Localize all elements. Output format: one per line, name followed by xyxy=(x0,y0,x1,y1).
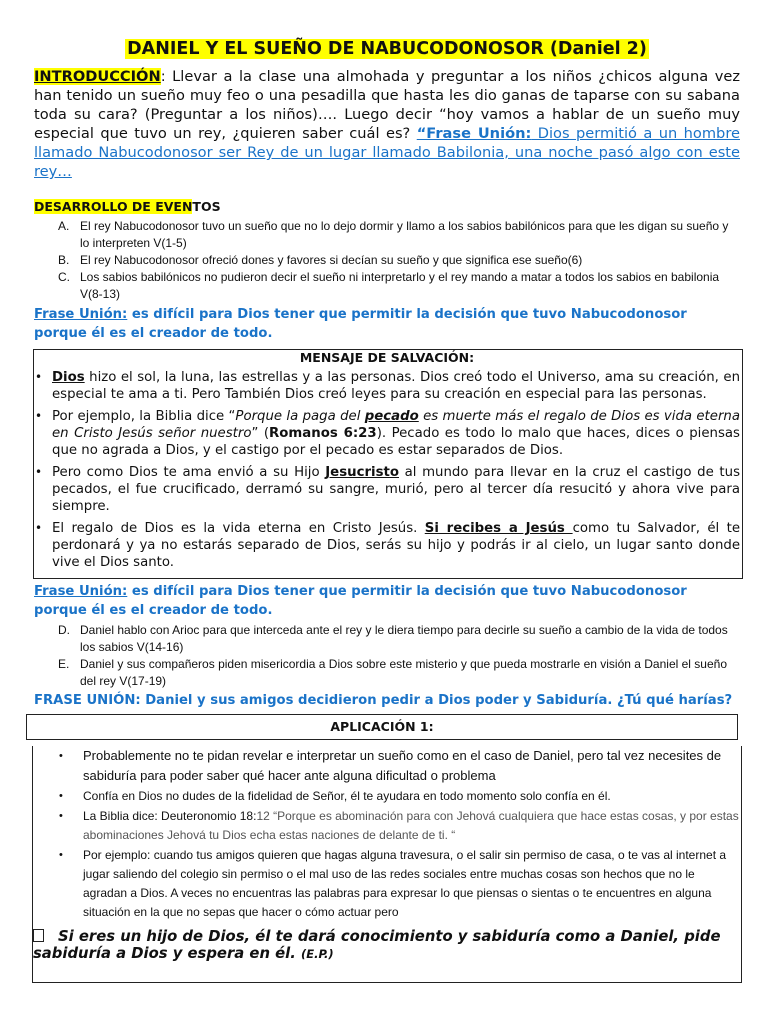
bullet-icon: • xyxy=(35,370,43,384)
salvation-text-2c: ). Pecado es todo lo malo que haces, dices o piensas que no agrada a Dios, y el castigo por el pecado es estar separados de Dios. xyxy=(52,426,740,458)
salvation-text-3a: Pero como Dios te ama envió a su Hijo xyxy=(52,465,326,480)
jesucristo-word: Jesucristo xyxy=(325,465,399,480)
closing-text: Si eres un hijo de Dios, él te dará conocimiento y sabiduría como a Daniel, pide sabiduría a Dios y espera en él. xyxy=(33,928,721,962)
item-marker: E. xyxy=(58,657,70,671)
application-text-2: Confía en Dios no dudes de la fidelidad de Señor, él te ayudara en todo momento solo confía en él. xyxy=(83,789,611,803)
salvation-text-3b: al mundo para llevar en la cruz el castigo de tus pecados, el fue crucificado, derramó su sangre, murió, pero al tercer día resucitó y ahora vive para siempre. xyxy=(52,465,740,514)
intro-frase-label: “Frase Unión: xyxy=(416,125,532,142)
verse-reference: Romanos 6:23 xyxy=(269,426,377,441)
application-title: APLICACIÓN 1: xyxy=(330,719,434,734)
bullet-icon: • xyxy=(35,465,43,479)
desarrollo-heading-hl: DESARROLLO DE EVEN xyxy=(34,199,193,214)
item-marker: A. xyxy=(58,219,70,233)
list-item xyxy=(58,218,740,252)
frase-union-2-label: Frase Unión: xyxy=(34,584,128,599)
bullet-icon: • xyxy=(59,810,63,822)
document-title xyxy=(34,38,740,60)
bullet-icon: • xyxy=(59,750,63,762)
salvation-text-4b: como tu Salvador, él te perdonará y ya no estarás separado de Dios, serás su hijo y podrás ir al cielo, un lugar santo donde vive el Dios santo. xyxy=(52,521,740,570)
application-text-3a: La Biblia dice: Deuteronomio 18: xyxy=(83,809,257,823)
frase-union-1 xyxy=(34,305,740,343)
checkbox-square-icon xyxy=(33,929,44,942)
item-text: Los sabios babilónicos no pudieron decir el sueño ni interpretarlo y el rey mando a matar a todos los sabios en babilonia V(8-13) xyxy=(80,270,720,301)
salvation-paragraph-3 xyxy=(34,464,740,515)
item-text: El rey Nabucodonosor ofreció dones y favores si decían su sueño y que significa ese sueño(6) xyxy=(80,253,583,267)
list-item xyxy=(58,269,740,303)
intro-text: Llevar a la clase una almohada y preguntar a los niños ¿chicos alguna vez han tenido un sueño muy feo o una pesadilla que hasta les dio ganas de taparse con su sabana toda su cara? (Preguntar a los niños)…. Luego decir “hoy vamos a hablar de un sueño muy especial que tuvo un rey, ¿quieren saber cuál es? xyxy=(34,68,740,142)
item-text: El rey Nabucodonosor tuvo un sueño que no lo dejo dormir y llamo a los sabios babilónicos para que les digan su sueño y lo interpreten V(1-5) xyxy=(80,219,729,250)
desarrollo-heading xyxy=(34,198,740,215)
list-item xyxy=(59,746,741,786)
pecado-word: pecado xyxy=(364,409,419,424)
salvation-text-4a: El regalo de Dios es la vida eterna en Cristo Jesús. xyxy=(52,521,425,536)
si-recibes-phrase: Si recibes a Jesús xyxy=(424,521,573,536)
events-list-2 xyxy=(34,622,740,690)
bullet-icon: • xyxy=(35,409,43,423)
salvation-text-1: hizo el sol, la luna, las estrellas y a las personas. Dios creó todo el Universo, ama su creación, en especial te ama a ti. Pero También Dios creó leyes para su creación en especial para las personas. xyxy=(52,370,740,402)
closing-signature: (E.P.) xyxy=(301,947,334,961)
item-marker: D. xyxy=(58,623,70,637)
application-text-1: Probablemente no te pidan revelar e interpretar un sueño como en el caso de Daniel, pero tal vez necesites de sabiduría para poder saber qué hacer ante alguna dificultad o problema xyxy=(83,748,722,783)
salvation-message-title: MENSAJE DE SALVACIÓN: xyxy=(299,350,475,365)
item-marker: C. xyxy=(58,270,70,284)
deuteronomio-verse: 12 “Porque es abominación para con Jehová cualquiera que hace estas cosas, y por estas abominaciones Jehová tu Dios echa estas naciones de delante de ti. “ xyxy=(83,809,739,842)
title-text: DANIEL Y EL SUEÑO DE NABUCODONOSOR (Daniel 2) xyxy=(127,39,647,59)
list-item xyxy=(58,252,740,269)
application-title-box xyxy=(26,714,738,740)
introduction-paragraph xyxy=(34,67,740,181)
verse-text-b: es muerte más el regalo de Dios es vida eterna en Cristo Jesús señor nuestro xyxy=(52,409,740,441)
desarrollo-heading-rest: TOS xyxy=(192,199,221,214)
intro-sep: : xyxy=(160,68,173,85)
list-item xyxy=(59,807,741,845)
list-item xyxy=(58,622,740,656)
bullet-icon: • xyxy=(59,790,63,802)
events-list-1 xyxy=(34,218,740,303)
salvation-paragraph-2 xyxy=(34,408,740,459)
list-item xyxy=(59,787,741,806)
salvation-paragraph-1 xyxy=(34,369,740,403)
frase-union-2 xyxy=(34,582,740,620)
salvation-paragraph-4 xyxy=(34,520,740,571)
bullet-icon: • xyxy=(59,849,63,861)
closing-statement xyxy=(33,928,741,963)
frase-union-1-label: Frase Unión: xyxy=(34,307,128,322)
frase-union-3: FRASE UNIÓN: Daniel y sus amigos decidieron pedir a Dios poder y Sabiduría. ¿Tú qué harías? xyxy=(34,693,733,708)
salvation-message-box xyxy=(33,349,743,579)
verse-text-a: Porque la paga del xyxy=(235,409,365,424)
salvation-text-2b: ” ( xyxy=(251,426,270,441)
application-text-4: Por ejemplo: cuando tus amigos quieren que hagas alguna travesura, o el salir sin permiso de casa, o te vas al internet a jugar saliendo del colegio sin permiso o el mal uso de las redes sociales entre muchas cosas son hechos que no le agradan a Dios. A veces no encuentras las palabras para expresar lo que piensas o sientas o te encuentres en alguna situación en la que no sepas que hacer o cómo actuar pero xyxy=(83,848,727,919)
intro-label: INTRODUCCIÓN xyxy=(34,68,161,85)
application-box xyxy=(32,746,742,983)
list-item xyxy=(58,656,740,690)
dios-word: Dios xyxy=(52,370,85,385)
salvation-text-2a: Por ejemplo, la Biblia dice “ xyxy=(52,409,236,424)
bullet-icon: • xyxy=(35,521,43,535)
frase-union-1-text: es difícil para Dios tener que permitir la decisión que tuvo Nabucodonosor porque él es el creador de todo. xyxy=(34,307,687,341)
item-text: Daniel hablo con Arioc para que interceda ante el rey y le diera tiempo para decirle su sueño a cambio de la vida de todos los sabios V(14-16) xyxy=(80,623,728,654)
list-item xyxy=(59,846,741,922)
application-list xyxy=(33,746,741,922)
item-text: Daniel y sus compañeros piden misericordia a Dios sobre este misterio y que pueda mostrarle en visión a Daniel el sueño del rey V(17-19) xyxy=(80,657,727,688)
intro-frase-text: Dios permitió a un hombre llamado Nabucodonosor ser Rey de un lugar llamado Babilonia, una noche pasó algo con este rey… xyxy=(34,125,740,180)
frase-union-2-text: es difícil para Dios tener que permitir la decisión que tuvo Nabucodonosor porque él es el creador de todo. xyxy=(34,584,687,618)
document-page xyxy=(34,38,740,983)
item-marker: B. xyxy=(58,253,70,267)
